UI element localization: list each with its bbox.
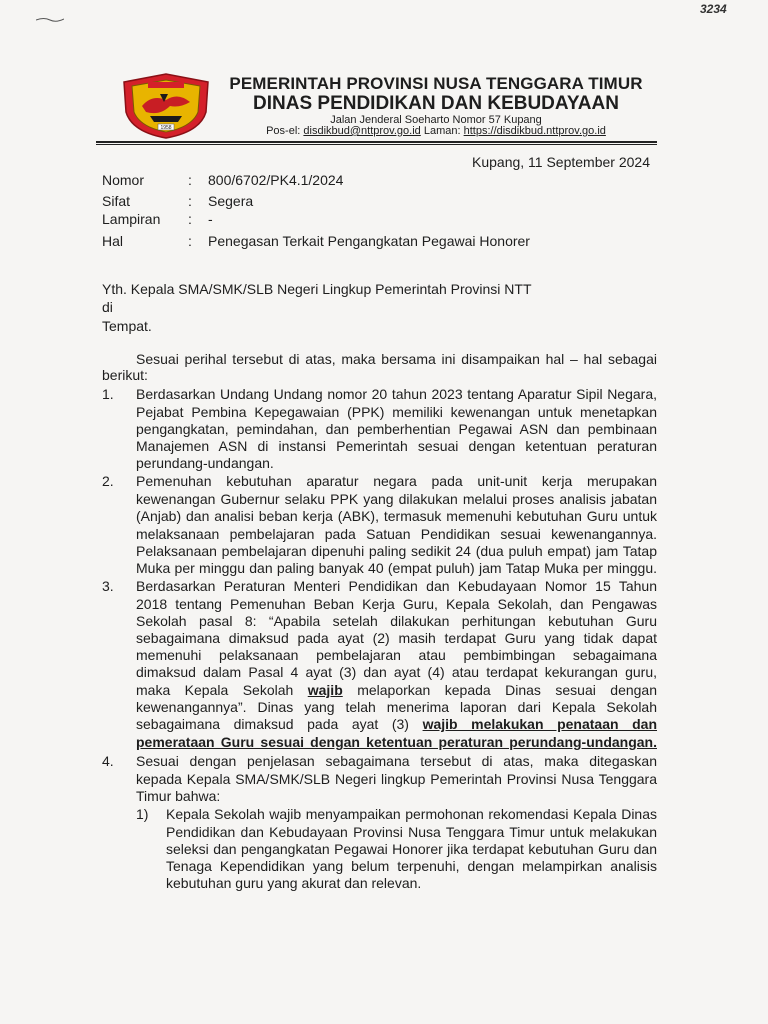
meta-value: -: [208, 211, 213, 227]
item-3-line: dimaksud dalam Pasal 4 ayat (3) dan ayat (4) atau terdapat kekurangan guru,: [136, 664, 657, 680]
item-number: 4.: [102, 753, 114, 769]
letterhead-rule-thick: [96, 141, 657, 143]
item-3-line: [136, 682, 657, 698]
meta-value: Segera: [208, 193, 254, 209]
recipient-di: di: [102, 299, 113, 315]
item-3-line: memenuhi pelaksanaan pembelajaran atau pembimbingan sebagaimana: [136, 647, 657, 663]
item-number: 2.: [102, 473, 114, 489]
subitem-number: 1): [136, 806, 149, 822]
intro-line: Sesuai perihal tersebut di atas, maka bersama ini disampaikan hal – hal sebagai: [136, 351, 657, 367]
item-3-text: melaporkan kepada Dinas sesuai dengan: [357, 682, 657, 698]
scan-mark: [36, 16, 64, 22]
subitem-1-line: kebutuhan guru yang akurat dan relevan.: [166, 875, 422, 891]
item-2-line: melaksanaan pembelajaran pada Satuan Pendidikan sesuai kewenangannya.: [136, 526, 657, 542]
web-link[interactable]: https://disdikbud.nttprov.go.id: [463, 125, 606, 137]
item-4-line: Sesuai dengan penjelasan sebagaimana tersebut di atas, maka ditegaskan: [136, 753, 657, 769]
recipient-place: Tempat.: [102, 318, 152, 334]
meta-colon: :: [188, 211, 192, 227]
item-1-line: perundang-undangan.: [136, 455, 274, 471]
item-3-text: sebagaimana dimaksud pada ayat (3): [136, 716, 409, 732]
subitem-1-line: seleksi dan pengangkatan Pegawai Honorer jika terdapat kebutuhan Guru dan: [166, 841, 657, 857]
item-1-line: pengangkatan, pemindahan, dan pemberhentian Pegawai ASN dan pembinaan: [136, 421, 657, 437]
item-3-line: [136, 716, 657, 732]
meta-label: Nomor: [102, 172, 145, 188]
item-1-line: Berdasarkan Undang Undang nomor 20 tahun 2023 tentang Aparatur Sipil Negara,: [136, 386, 657, 402]
letterhead-government: PEMERINTAH PROVINSI NUSA TENGGARA TIMUR: [229, 74, 643, 93]
item-3-emphasis-line: pemerataan Guru sesuai dengan ketentuan peraturan perundang-undangan.: [136, 734, 657, 750]
item-2-line: kewenangan Gubernur selaku PPK yang dilakukan melalui proses analisis jabatan: [136, 491, 657, 507]
emblem-year: 1958: [160, 125, 172, 131]
meta-label: Sifat: [102, 193, 131, 209]
intro-line: berikut:: [102, 367, 148, 383]
letterhead-contacts: [216, 125, 656, 137]
meta-colon: :: [188, 193, 192, 209]
email-link[interactable]: disdikbud@nttprov.go.id: [303, 125, 421, 137]
ntt-province-emblem-icon: [120, 72, 212, 140]
item-3-line: Sekolah pasal 8: “Apabila setelah dilakukan perhitungan kebutuhan Guru: [136, 613, 657, 629]
emphasis-wajib: wajib: [307, 682, 343, 698]
item-1-line: Pejabat Pembina Kepegawaian (PPK) memiliki kewenangan untuk menetapkan: [136, 404, 657, 420]
subitem-1-line: Kepala Sekolah wajib menyampaikan permohonan rekomendasi Kepala Dinas: [166, 806, 657, 822]
item-3-line: 2018 tentang Pemenuhan Beban Kerja Guru, Kepala Sekolah, dan Pengawas: [136, 596, 657, 612]
item-number: 1.: [102, 386, 114, 402]
meta-value: 800/6702/PK4.1/2024: [208, 172, 344, 188]
item-4-line: kepada Kepala SMA/SMK/SLB Negeri lingkup Pemerintah Provinsi Nusa Tenggara: [136, 771, 657, 787]
meta-value: Penegasan Terkait Pengangkatan Pegawai Honorer: [208, 233, 530, 249]
subitem-1-line: Pendidikan dan Kebudayaan Provinsi Nusa Tenggara Timur untuk melakukan: [166, 824, 657, 840]
handwritten-agenda-number: 3234: [700, 2, 727, 16]
item-2-line: Muka per minggu dan paling banyak 40 (empat puluh) jam Tatap Muka per minggu.: [136, 560, 657, 576]
letterhead-address: Jalan Jenderal Soeharto Nomor 57 Kupang: [330, 114, 542, 126]
item-3-line: kewenangannya”. Dinas yang telah menerima laporan dari Kepala Sekolah: [136, 699, 657, 715]
item-2-line: Pelaksanaan pembelajaran dipenuhi paling sedikit 24 (dua puluh empat) jam Tatap: [136, 543, 657, 559]
meta-label: Lampiran: [102, 211, 161, 227]
emphasis-obligation: wajib melakukan penataan dan: [422, 716, 658, 732]
item-3-line: Berdasarkan Peraturan Menteri Pendidikan dan Kebudayaan Nomor 15 Tahun: [136, 578, 657, 594]
email-label: Pos-el:: [266, 125, 301, 137]
meta-colon: :: [188, 233, 192, 249]
subitem-1-line: Tenaga Kependidikan yang belum terpenuhi, dengan melampirkan analisis: [166, 858, 657, 874]
item-1-line: Manajemen ASN di instansi Pemerintah sesuai dengan ketentuan peraturan: [136, 438, 657, 454]
web-label: Laman:: [423, 125, 461, 137]
letter-date: Kupang, 11 September 2024: [472, 154, 650, 170]
recipient-line: Yth. Kepala SMA/SMK/SLB Negeri Lingkup Pemerintah Provinsi NTT: [102, 281, 532, 297]
meta-colon: :: [188, 172, 192, 188]
letterhead-agency: DINAS PENDIDIKAN DAN KEBUDAYAAN: [253, 93, 619, 114]
item-2-line: Pemenuhan kebutuhan aparatur negara pada unit-unit kerja merupakan: [136, 473, 657, 489]
meta-label: Hal: [102, 233, 124, 249]
item-3-text: maka Kepala Sekolah: [136, 682, 294, 698]
item-number: 3.: [102, 578, 114, 594]
item-4-line: Timur bahwa:: [136, 788, 221, 804]
item-2-line: (Anjab) dan analisi beban kerja (ABK), termasuk memenuhi kebutuhan Guru untuk: [136, 508, 657, 524]
letterhead-rule-thin: [96, 144, 657, 145]
item-3-line: sebagaimana dimaksud pada ayat (2) masih terdapat Guru yang tidak dapat: [136, 630, 657, 646]
